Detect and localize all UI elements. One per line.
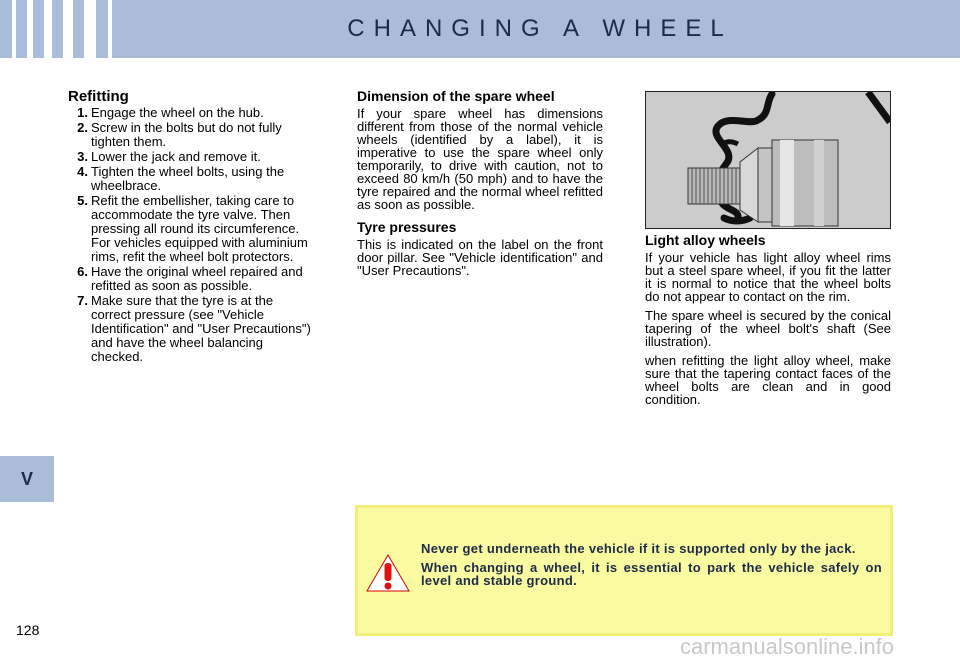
- refitting-steps: [68, 106, 316, 364]
- wheel-bolt-illustration: [645, 91, 891, 229]
- step-text: Lower the jack and remove it.: [91, 149, 261, 164]
- refitting-step: [68, 165, 316, 193]
- warning-icon: [366, 554, 410, 592]
- tyre-pressures-body: This is indicated on the label on the front door pillar. See "Vehicle identification" and "User Precautions".: [357, 237, 603, 278]
- light-alloy-paragraph: If your vehicle has light alloy wheel rims but a steel spare wheel, if you fit the latter it is normal to notice that the wheel bolts do not appear to contact on the rim.: [645, 250, 891, 304]
- light-alloy-paragraph: when refitting the light alloy wheel, make sure that the tapering contact faces of the wheel bolts are clean and in good condition.: [645, 353, 891, 407]
- warning-line: Never get underneath the vehicle if it is supported only by the jack.: [421, 541, 856, 556]
- step-text: Have the original wheel repaired and refitted as soon as possible.: [91, 264, 303, 293]
- refitting-section: [68, 90, 316, 365]
- wheel-bolt-drawing: [646, 92, 890, 228]
- light-alloy-section: [645, 234, 891, 412]
- light-alloy-paragraph: The spare wheel is secured by the conical tapering of the wheel bolt's shaft (See illustration).: [645, 308, 891, 349]
- step-number: 1.: [77, 105, 88, 120]
- refitting-heading: Refitting: [68, 88, 129, 105]
- page-title: CHANGING A WHEEL: [347, 15, 733, 42]
- refitting-step: [68, 194, 316, 264]
- step-number: 7.: [77, 293, 88, 308]
- header-stripes: [0, 0, 120, 58]
- warning-box: [355, 505, 893, 636]
- chapter-tab[interactable]: V: [0, 456, 54, 502]
- light-alloy-heading: Light alloy wheels: [645, 232, 766, 248]
- step-number: 5.: [77, 193, 88, 208]
- refitting-step: [68, 150, 316, 164]
- step-number: 3.: [77, 149, 88, 164]
- page-header: [0, 0, 960, 58]
- step-number: 2.: [77, 120, 88, 135]
- refitting-step: [68, 265, 316, 293]
- spare-dimension-body: If your spare wheel has dimensions different from those of the normal vehicle wheels (identified by a label), it is imperative to use the spare wheel only temporarily, to drive with caution, not to exceed 80 km/h (50 mph) and to have the tyre repaired and the normal wheel refitted as soon as possible.: [357, 106, 603, 212]
- warning-line: When changing a wheel, it is essential to park the vehicle safely on level and stable ground.: [421, 560, 882, 588]
- step-text: Engage the wheel on the hub.: [91, 105, 264, 120]
- refitting-step: [68, 106, 316, 120]
- step-text: Tighten the wheel bolts, using the wheelbrace.: [91, 164, 285, 193]
- step-text: Refit the embellisher, taking care to accommodate the tyre valve. Then pressing all round its circumference. For vehicles equipped with aluminium rims, refit the wheel bolt protectors.: [91, 193, 308, 264]
- step-number: 6.: [77, 264, 88, 279]
- step-number: 4.: [77, 164, 88, 179]
- page-number: 128: [16, 622, 40, 638]
- spare-dimension-heading: Dimension of the spare wheel: [357, 88, 555, 104]
- refitting-step: [68, 294, 316, 364]
- step-text: Screw in the bolts but do not fully tighten them.: [91, 120, 282, 149]
- spare-wheel-section: [357, 90, 603, 277]
- warning-text: [421, 542, 882, 587]
- tyre-pressures-heading: Tyre pressures: [357, 219, 457, 235]
- refitting-step: [68, 121, 316, 149]
- watermark: carmanualsonline.info: [680, 634, 895, 659]
- step-text: Make sure that the tyre is at the correct pressure (see "Vehicle Identification" and "User Precautions") and have the wheel balancing checked.: [91, 293, 311, 364]
